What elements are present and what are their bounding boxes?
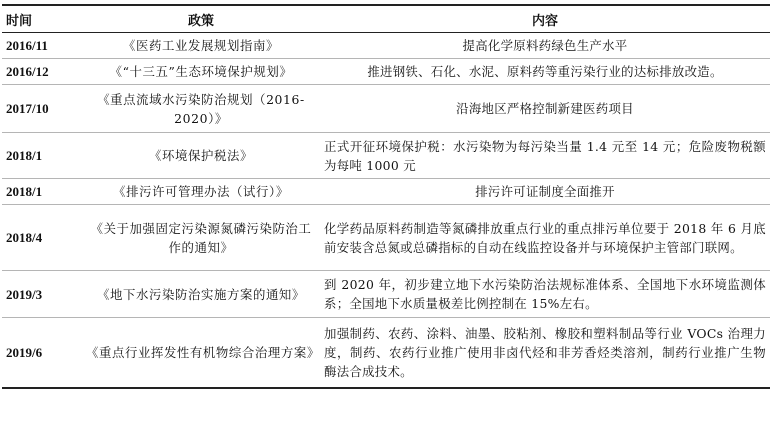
row-content: 正式开征环境保护税：水污染物为每污染当量 1.4 元至 14 元；危险废物税额为每吨 1000 元 (320, 133, 770, 179)
table-row (2, 85, 770, 133)
row-time: 2018/4 (2, 205, 82, 271)
header-time: 时间 (2, 5, 82, 33)
row-policy: 《排污许可管理办法（试行）》 (82, 179, 320, 205)
row-policy: 《环境保护税法》 (82, 133, 320, 179)
row-time: 2019/6 (2, 318, 82, 388)
policy-table (2, 4, 770, 389)
table-row (2, 318, 770, 388)
table-row (2, 179, 770, 205)
row-policy: 《“十三五”生态环境保护规划》 (82, 59, 320, 85)
row-time: 2019/3 (2, 271, 82, 318)
row-policy: 《地下水污染防治实施方案的通知》 (82, 271, 320, 318)
row-time: 2018/1 (2, 133, 82, 179)
table-row (2, 205, 770, 271)
row-content: 加强制药、农药、涂料、油墨、胶粘剂、橡胶和塑料制品等行业 VOCs 治理力度，制药、农药行业推广使用非卤代烃和非芳香烃类溶剂，制药行业推广生物酶法合成技术。 (320, 318, 770, 388)
header-row (2, 5, 770, 33)
row-content: 提高化学原料药绿色生产水平 (320, 33, 770, 59)
table-row (2, 133, 770, 179)
table-row (2, 33, 770, 59)
row-time: 2018/1 (2, 179, 82, 205)
table-row (2, 59, 770, 85)
row-time: 2017/10 (2, 85, 82, 133)
row-content: 沿海地区严格控制新建医药项目 (320, 85, 770, 133)
row-policy: 《重点行业挥发性有机物综合治理方案》 (82, 318, 320, 388)
row-content: 推进钢铁、石化、水泥、原料药等重污染行业的达标排放改造。 (320, 59, 770, 85)
row-time: 2016/12 (2, 59, 82, 85)
row-content: 排污许可证制度全面推开 (320, 179, 770, 205)
row-policy: 《医药工业发展规划指南》 (82, 33, 320, 59)
row-content: 化学药品原料药制造等氮磷排放重点行业的重点排污单位要于 2018 年 6 月底前安装含总氮或总磷指标的自动在线监控设备并与环境保护主管部门联网。 (320, 205, 770, 271)
row-time: 2016/11 (2, 33, 82, 59)
row-policy: 《重点流域水污染防治规划（2016-2020）》 (82, 85, 320, 133)
header-content: 内容 (320, 5, 770, 33)
table-row (2, 271, 770, 318)
row-content: 到 2020 年，初步建立地下水污染防治法规标准体系、全国地下水环境监测体系；全国地下水质量极差比例控制在 15%左右。 (320, 271, 770, 318)
row-policy: 《关于加强固定污染源氮磷污染防治工作的通知》 (82, 205, 320, 271)
header-policy: 政策 (82, 5, 320, 33)
